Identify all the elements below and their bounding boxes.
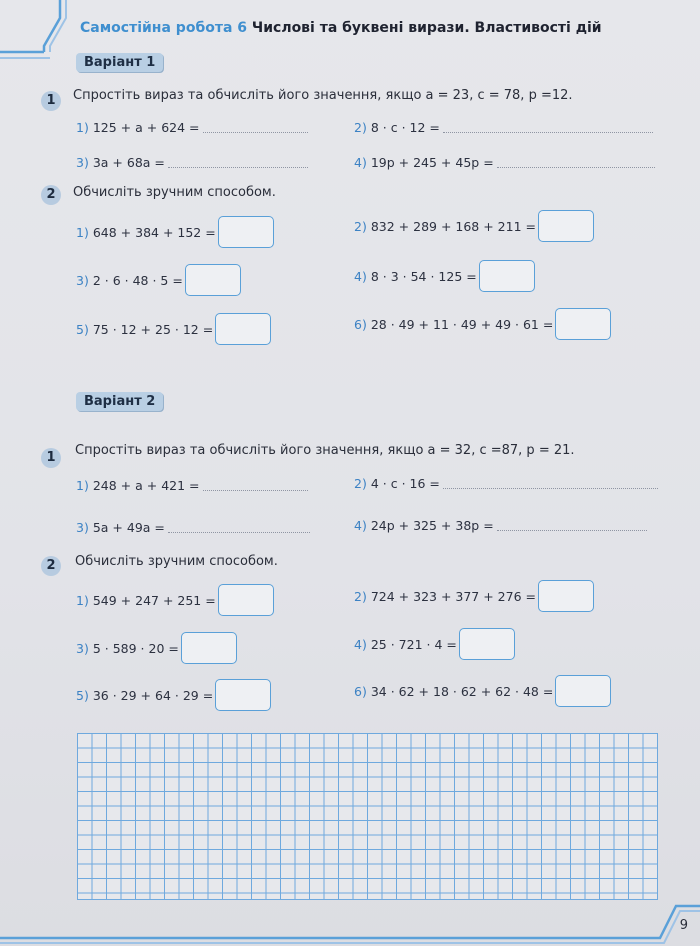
task-instruction: Обчисліть зручним способом. bbox=[75, 554, 278, 569]
task-number-badge: 1 bbox=[41, 91, 61, 111]
answer-line[interactable] bbox=[443, 478, 658, 489]
exercise-item bbox=[76, 216, 274, 248]
variant-2-badge: Варіант 2 bbox=[76, 392, 163, 411]
answer-line[interactable] bbox=[168, 157, 308, 168]
expression: 4 · c · 16 = bbox=[370, 476, 440, 491]
exercise-item bbox=[354, 628, 515, 660]
item-number: 1) bbox=[76, 478, 89, 493]
squared-work-area[interactable] bbox=[77, 733, 658, 900]
item-number: 4) bbox=[354, 518, 367, 533]
exercise-item bbox=[354, 210, 594, 242]
topic-title: Числові та буквені вирази. Властивості дій bbox=[251, 20, 602, 36]
work-number: Самостійна робота 6 bbox=[80, 20, 248, 36]
task-instruction: Спростіть вираз та обчисліть його значення, якщо a = 32, c =87, p = 21. bbox=[75, 443, 575, 458]
item-number: 3) bbox=[76, 155, 89, 170]
item-number: 5) bbox=[76, 687, 89, 703]
item-number: 4) bbox=[354, 155, 367, 170]
expression: 24p + 325 + 38p = bbox=[370, 518, 494, 533]
answer-box[interactable] bbox=[555, 675, 611, 707]
expression: 28 · 49 + 11 · 49 + 49 · 61 = bbox=[370, 316, 554, 332]
answer-box[interactable] bbox=[218, 584, 274, 616]
exercise-item bbox=[76, 520, 310, 535]
item-number: 2) bbox=[354, 588, 367, 604]
expression: 125 + a + 624 = bbox=[92, 120, 200, 135]
item-number: 5) bbox=[76, 321, 89, 337]
expression: 36 · 29 + 64 · 29 = bbox=[92, 687, 214, 703]
item-number: 6) bbox=[354, 316, 367, 332]
item-number: 2) bbox=[354, 218, 367, 234]
exercise-item bbox=[354, 260, 535, 292]
expression: 25 · 721 · 4 = bbox=[370, 636, 457, 652]
task-instruction: Обчисліть зручним способом. bbox=[73, 185, 276, 200]
expression: 5a + 49a = bbox=[92, 520, 165, 535]
task-number-badge: 2 bbox=[41, 556, 61, 576]
answer-box[interactable] bbox=[181, 632, 237, 664]
answer-box[interactable] bbox=[538, 210, 594, 242]
answer-line[interactable] bbox=[497, 520, 647, 531]
expression: 8 · 3 · 54 · 125 = bbox=[370, 268, 477, 284]
task-instruction: Спростіть вираз та обчисліть його значення, якщо a = 23, c = 78, p =12. bbox=[73, 88, 573, 103]
task-number-badge: 1 bbox=[41, 448, 61, 468]
answer-box[interactable] bbox=[218, 216, 274, 248]
item-number: 2) bbox=[354, 120, 367, 135]
exercise-item bbox=[76, 120, 308, 135]
answer-line[interactable] bbox=[497, 157, 655, 168]
exercise-item bbox=[354, 120, 653, 135]
page-title bbox=[80, 20, 602, 36]
expression: 8 · c · 12 = bbox=[370, 120, 440, 135]
exercise-item bbox=[76, 313, 271, 345]
expression: 248 + a + 421 = bbox=[92, 478, 200, 493]
variant-1-badge: Варіант 1 bbox=[76, 53, 163, 72]
expression: 832 + 289 + 168 + 211 = bbox=[370, 218, 536, 234]
expression: 549 + 247 + 251 = bbox=[92, 592, 216, 608]
answer-line[interactable] bbox=[443, 122, 653, 133]
exercise-item bbox=[76, 584, 274, 616]
item-number: 3) bbox=[76, 520, 89, 535]
answer-box[interactable] bbox=[215, 679, 271, 711]
exercise-item bbox=[76, 264, 241, 296]
exercise-item bbox=[76, 478, 308, 493]
expression: 19p + 245 + 45p = bbox=[370, 155, 494, 170]
answer-line[interactable] bbox=[203, 480, 308, 491]
task-number-badge: 2 bbox=[41, 185, 61, 205]
item-number: 4) bbox=[354, 636, 367, 652]
answer-line[interactable] bbox=[168, 522, 310, 533]
exercise-item bbox=[354, 155, 655, 170]
exercise-item bbox=[76, 679, 271, 711]
page-number: 9 bbox=[679, 918, 688, 933]
item-number: 4) bbox=[354, 268, 367, 284]
answer-box[interactable] bbox=[185, 264, 241, 296]
item-number: 1) bbox=[76, 120, 89, 135]
answer-box[interactable] bbox=[555, 308, 611, 340]
exercise-item bbox=[354, 308, 611, 340]
exercise-item bbox=[354, 476, 658, 491]
exercise-item bbox=[354, 580, 594, 612]
expression: 5 · 589 · 20 = bbox=[92, 640, 179, 656]
item-number: 3) bbox=[76, 272, 89, 288]
answer-line[interactable] bbox=[203, 122, 308, 133]
item-number: 3) bbox=[76, 640, 89, 656]
answer-box[interactable] bbox=[479, 260, 535, 292]
answer-box[interactable] bbox=[459, 628, 515, 660]
exercise-item bbox=[76, 155, 308, 170]
exercise-item bbox=[354, 675, 611, 707]
exercise-item bbox=[76, 632, 237, 664]
expression: 3a + 68a = bbox=[92, 155, 165, 170]
exercise-item bbox=[354, 518, 647, 533]
expression: 2 · 6 · 48 · 5 = bbox=[92, 272, 183, 288]
expression: 75 · 12 + 25 · 12 = bbox=[92, 321, 214, 337]
item-number: 2) bbox=[354, 476, 367, 491]
answer-box[interactable] bbox=[538, 580, 594, 612]
expression: 34 · 62 + 18 · 62 + 62 · 48 = bbox=[370, 683, 554, 699]
expression: 724 + 323 + 377 + 276 = bbox=[370, 588, 536, 604]
answer-box[interactable] bbox=[215, 313, 271, 345]
expression: 648 + 384 + 152 = bbox=[92, 224, 216, 240]
item-number: 1) bbox=[76, 592, 89, 608]
item-number: 1) bbox=[76, 224, 89, 240]
item-number: 6) bbox=[354, 683, 367, 699]
